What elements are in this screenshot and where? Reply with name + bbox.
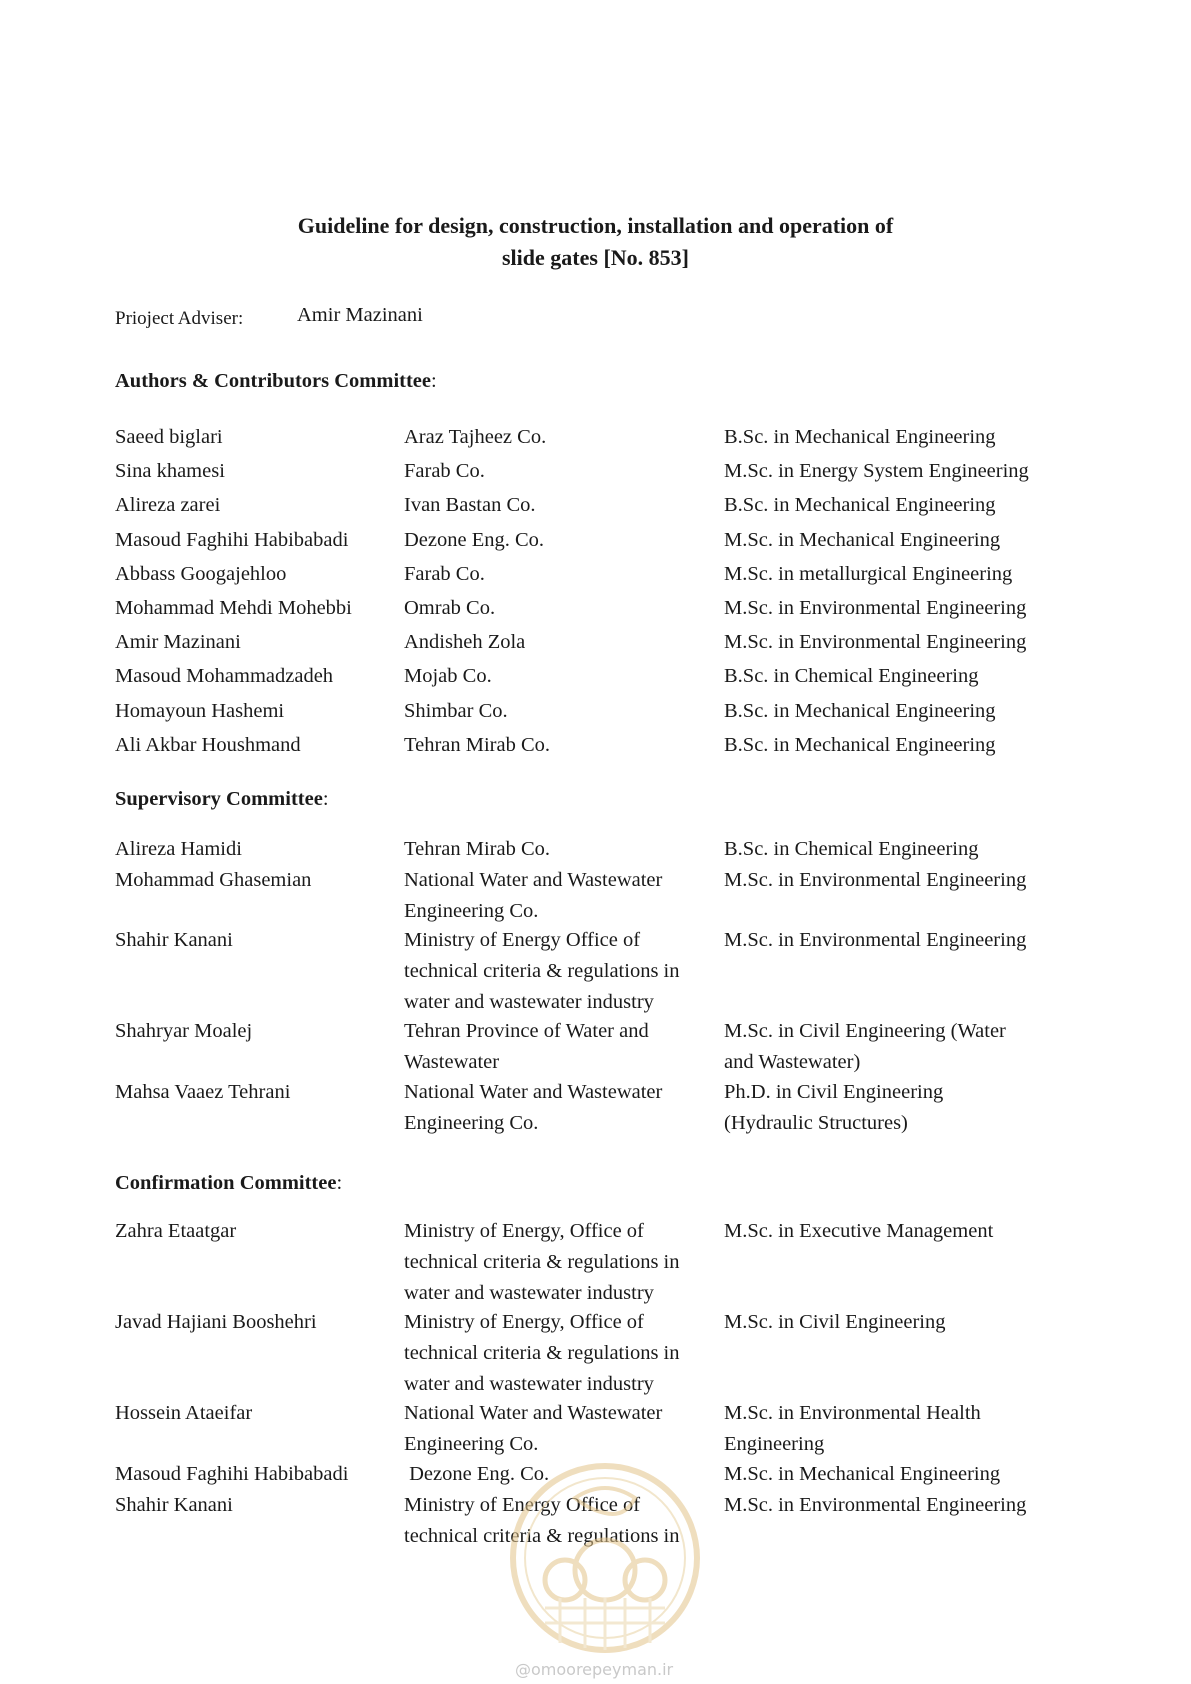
organization-line: Shimbar Co.	[404, 700, 508, 722]
supervisory-heading-text: Supervisory Committee	[115, 788, 323, 810]
supervisory-heading: Supervisory Committee:	[115, 788, 329, 810]
degree-line: B.Sc. in Chemical Engineering	[724, 665, 979, 687]
authors-heading: Authors & Contributors Committee:	[115, 370, 437, 392]
member-degree	[724, 730, 1064, 761]
member-degree	[724, 490, 1064, 521]
degree-line: B.Sc. in Chemical Engineering	[724, 838, 979, 860]
title-line-1: Guideline for design, construction, installation and operation of	[297, 213, 894, 238]
member-degree	[724, 865, 1064, 896]
organization-line: Tehran Mirab Co.	[404, 734, 551, 756]
degree-line: B.Sc. in Mechanical Engineering	[724, 700, 996, 722]
organization-line: Araz Tajheez Co.	[404, 426, 547, 448]
organization-line: National Water and Wastewater	[404, 1402, 663, 1424]
organization-line: water and wastewater industry	[404, 991, 654, 1013]
member-name: Ali Akbar Houshmand	[115, 734, 301, 756]
member-name: Masoud Faghihi Habibabadi	[115, 1463, 349, 1485]
organization-line: National Water and Wastewater	[404, 1081, 663, 1103]
member-name: Alireza Hamidi	[115, 838, 242, 860]
organization-line: Andisheh Zola	[404, 631, 526, 653]
member-name: Abbass Googajehloo	[115, 563, 287, 585]
confirmation-heading-text: Confirmation Committee	[115, 1172, 337, 1194]
degree-line: M.Sc. in Mechanical Engineering	[724, 529, 1001, 551]
member-name: Alireza zarei	[115, 494, 221, 516]
member-degree	[724, 559, 1064, 590]
member-organization	[404, 834, 714, 865]
member-degree	[724, 834, 1064, 865]
member-degree	[724, 1016, 1064, 1078]
member-degree	[724, 1216, 1064, 1247]
member-degree	[724, 925, 1064, 956]
member-organization	[404, 865, 714, 927]
member-degree	[724, 1307, 1064, 1338]
degree-line: M.Sc. in Environmental Engineering	[724, 1494, 1027, 1516]
member-organization	[404, 1077, 714, 1139]
member-organization	[404, 490, 714, 521]
degree-line: and Wastewater)	[724, 1051, 861, 1073]
degree-line: M.Sc. in Environmental Engineering	[724, 869, 1027, 891]
member-degree	[724, 661, 1064, 692]
member-organization	[404, 456, 714, 487]
member-name: Saeed biglari	[115, 426, 223, 448]
member-name: Shahryar Moalej	[115, 1020, 253, 1042]
member-degree	[724, 1459, 1064, 1490]
watermark-text: @omoorepeyman.ir	[515, 1660, 674, 1679]
degree-line: B.Sc. in Mechanical Engineering	[724, 426, 996, 448]
organization-line: Engineering Co.	[404, 1112, 539, 1134]
member-name: Mahsa Vaaez Tehrani	[115, 1081, 291, 1103]
organization-line: technical criteria & regulations in	[404, 1342, 680, 1364]
degree-line: M.Sc. in Executive Management	[724, 1220, 994, 1242]
member-organization	[404, 1398, 714, 1460]
organization-line: Farab Co.	[404, 563, 485, 585]
organization-line: Ministry of Energy Office of	[404, 1494, 641, 1516]
member-degree	[724, 1490, 1064, 1521]
confirmation-heading: Confirmation Committee:	[115, 1172, 343, 1194]
organization-line: Ministry of Energy, Office of	[404, 1311, 644, 1333]
degree-line: M.Sc. in Environmental Health	[724, 1402, 981, 1424]
member-organization	[404, 559, 714, 590]
member-organization	[404, 1016, 714, 1078]
organization-line: Tehran Province of Water and	[404, 1020, 649, 1042]
degree-line: (Hydraulic Structures)	[724, 1112, 908, 1134]
member-degree	[724, 456, 1064, 487]
organization-line: Omrab Co.	[404, 597, 496, 619]
organization-line: National Water and Wastewater	[404, 869, 663, 891]
degree-line: M.Sc. in Civil Engineering (Water	[724, 1020, 1006, 1042]
organization-line: Ministry of Energy Office of	[404, 929, 641, 951]
organization-line: Ministry of Energy, Office of	[404, 1220, 644, 1242]
member-name: Javad Hajiani Booshehri	[115, 1311, 317, 1333]
member-degree	[724, 525, 1064, 556]
title-line-2: slide gates [No. 853]	[502, 245, 689, 270]
member-name: Mohammad Mehdi Mohebbi	[115, 597, 352, 619]
member-organization	[404, 661, 714, 692]
organization-line: Mojab Co.	[404, 665, 492, 687]
organization-line: Dezone Eng. Co.	[404, 1463, 550, 1485]
member-organization	[404, 525, 714, 556]
organization-line: Engineering Co.	[404, 1433, 539, 1455]
degree-line: M.Sc. in Environmental Engineering	[724, 631, 1027, 653]
degree-line: M.Sc. in Energy System Engineering	[724, 460, 1029, 482]
degree-line: M.Sc. in Civil Engineering	[724, 1311, 946, 1333]
degree-line: B.Sc. in Mechanical Engineering	[724, 734, 996, 756]
member-degree	[724, 696, 1064, 727]
organization-line: Ivan Bastan Co.	[404, 494, 536, 516]
degree-line: M.Sc. in Environmental Engineering	[724, 597, 1027, 619]
member-degree	[724, 1077, 1064, 1139]
authors-heading-text: Authors & Contributors Committee	[115, 370, 431, 392]
organization-line: Farab Co.	[404, 460, 485, 482]
organization-line: Tehran Mirab Co.	[404, 838, 551, 860]
degree-line: B.Sc. in Mechanical Engineering	[724, 494, 996, 516]
member-name: Hossein Ataeifar	[115, 1402, 253, 1424]
watermark-seal	[505, 1458, 705, 1658]
member-organization	[404, 422, 714, 453]
member-name: Homayoun Hashemi	[115, 700, 285, 722]
member-name: Masoud Faghihi Habibabadi	[115, 529, 349, 551]
organization-line: Wastewater	[404, 1051, 500, 1073]
member-organization	[404, 730, 714, 761]
adviser-label: Prioject Adviser:	[115, 308, 244, 329]
degree-line: Ph.D. in Civil Engineering	[724, 1081, 944, 1103]
organization-line: Engineering Co.	[404, 900, 539, 922]
member-name: Shahir Kanani	[115, 929, 233, 951]
member-name: Masoud Mohammadzadeh	[115, 665, 334, 687]
member-degree	[724, 1398, 1064, 1460]
member-degree	[724, 422, 1064, 453]
adviser-name: Amir Mazinani	[297, 304, 423, 326]
degree-line: M.Sc. in Environmental Engineering	[724, 929, 1027, 951]
member-name: Zahra Etaatgar	[115, 1220, 237, 1242]
member-organization	[404, 1216, 714, 1309]
organization-line: technical criteria & regulations in	[404, 960, 680, 982]
organization-line: water and wastewater industry	[404, 1373, 654, 1395]
member-name: Sina khamesi	[115, 460, 225, 482]
member-degree	[724, 627, 1064, 658]
member-organization	[404, 1307, 714, 1400]
organization-line: technical criteria & regulations in	[404, 1525, 680, 1547]
degree-line: Engineering	[724, 1433, 825, 1455]
member-name: Shahir Kanani	[115, 1494, 233, 1516]
document-title	[0, 210, 1191, 274]
member-name: Mohammad Ghasemian	[115, 869, 312, 891]
member-name: Amir Mazinani	[115, 631, 241, 653]
degree-line: M.Sc. in Mechanical Engineering	[724, 1463, 1001, 1485]
member-organization	[404, 593, 714, 624]
member-organization	[404, 627, 714, 658]
organization-line: water and wastewater industry	[404, 1282, 654, 1304]
member-degree	[724, 593, 1064, 624]
member-organization	[404, 925, 714, 1018]
member-organization	[404, 696, 714, 727]
organization-line: Dezone Eng. Co.	[404, 529, 545, 551]
degree-line: M.Sc. in metallurgical Engineering	[724, 563, 1013, 585]
organization-line: technical criteria & regulations in	[404, 1251, 680, 1273]
